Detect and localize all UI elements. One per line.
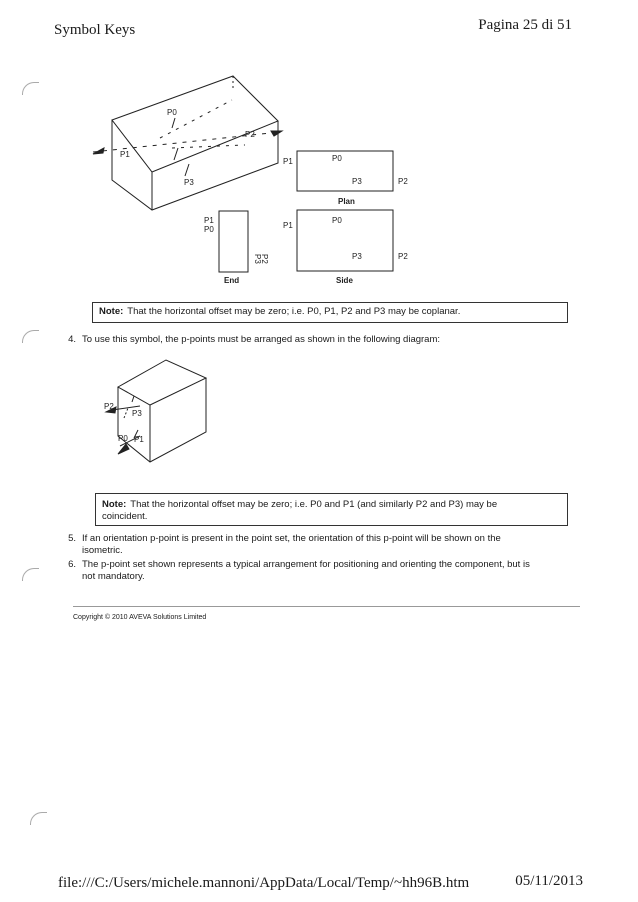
plan-label-p2: P2 xyxy=(398,177,408,186)
side-view xyxy=(297,210,393,271)
document-title: Symbol Keys xyxy=(54,22,136,38)
punch-hole-mark xyxy=(22,330,39,343)
list-item-text-line2: isometric. xyxy=(82,545,123,556)
page-number: Pagina 25 di 51 xyxy=(478,17,572,33)
cube-top-face xyxy=(118,360,206,405)
side-label-p1: P1 xyxy=(283,221,293,230)
plan-label-p3: P3 xyxy=(352,177,362,186)
list-item-text: To use this symbol, the p-points must be arranged as shown in the following diagram: xyxy=(82,334,441,345)
iso-label-p0: P0 xyxy=(167,108,177,117)
cube-label-p0: P0 xyxy=(118,434,128,443)
note-text-line2: coincident. xyxy=(102,511,148,522)
footer-file-path: file:///C:/Users/michele.mannoni/AppData/Local/Temp/~hh96B.htm xyxy=(58,875,470,891)
p-point-cube-diagram xyxy=(80,350,230,465)
punch-hole-mark xyxy=(30,812,47,825)
iso-label-p2: P2 xyxy=(245,130,255,139)
note-box xyxy=(92,302,568,323)
end-caption: End xyxy=(224,276,240,285)
divider xyxy=(73,606,580,607)
end-view xyxy=(219,211,248,272)
side-label-p2: P2 xyxy=(398,252,408,261)
end-label-p2: P2 xyxy=(260,254,269,264)
iso-label-p1: P1 xyxy=(120,150,130,159)
punch-hole-mark xyxy=(22,568,39,581)
footer-date: 05/11/2013 xyxy=(515,873,583,889)
iso-box-top-face xyxy=(112,76,278,172)
note-label: Note: xyxy=(102,499,127,510)
list-item-text-line1: The p-point set shown represents a typical arrangement for positioning and orienting the component, but is xyxy=(82,559,530,570)
list-item-text-line1: If an orientation p-point is present in the point set, the orientation of this p-point will be shown on the xyxy=(82,533,501,544)
note-box xyxy=(95,493,568,526)
list-item-number: 4. xyxy=(68,334,76,345)
plan-view xyxy=(297,151,393,191)
note-text-line1: That the horizontal offset may be zero; i.e. P0 and P1 (and similarly P2 and P3) may be xyxy=(130,499,498,510)
arrow-p1 xyxy=(93,148,104,154)
note-label: Note: xyxy=(99,306,124,317)
cube-label-p1: P1 xyxy=(134,435,144,444)
side-label-p0: P0 xyxy=(332,216,342,225)
end-label-p0: P0 xyxy=(204,225,214,234)
list-item-text-line2: not mandatory. xyxy=(82,571,145,582)
arrow-p2 xyxy=(271,131,282,136)
plan-caption: Plan xyxy=(338,197,355,206)
plan-label-p1: P1 xyxy=(283,157,293,166)
end-label-p1: P1 xyxy=(204,216,214,225)
list-item-number: 5. xyxy=(68,533,76,544)
p-point-diagram-views xyxy=(0,0,638,300)
copyright-text: Copyright © 2010 AVEVA Solutions Limited xyxy=(73,614,207,621)
note-text: That the horizontal offset may be zero; i.e. P0, P1, P2 and P3 may be coplanar. xyxy=(127,306,461,317)
plan-label-p0: P0 xyxy=(332,154,342,163)
end-label-p3: P3 xyxy=(253,254,262,264)
side-caption: Side xyxy=(336,276,353,285)
list-item-number: 6. xyxy=(68,559,76,570)
cube-label-p2: P2 xyxy=(104,402,114,411)
cube-label-p3: P3 xyxy=(132,409,142,418)
side-label-p3: P3 xyxy=(352,252,362,261)
iso-label-p3: P3 xyxy=(184,178,194,187)
